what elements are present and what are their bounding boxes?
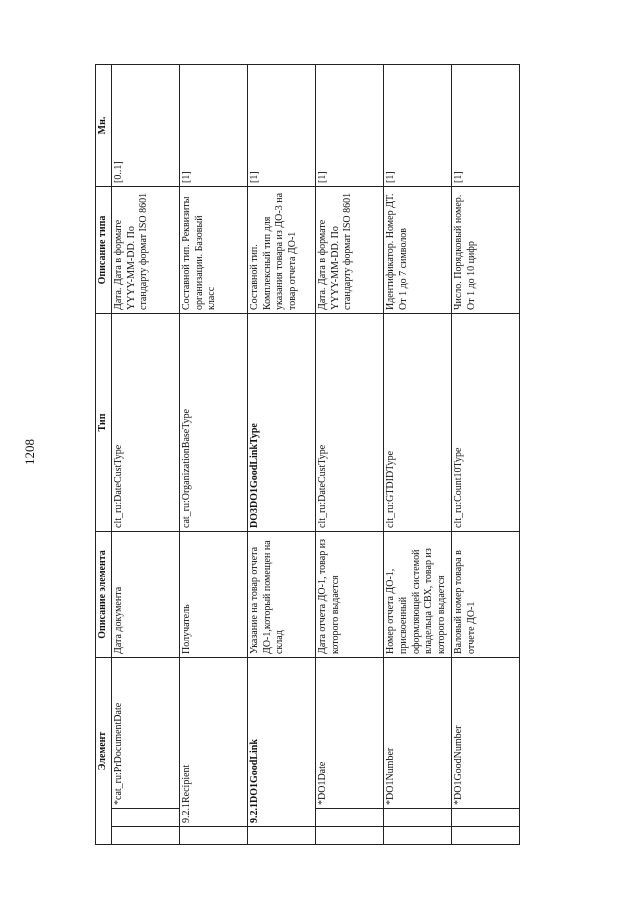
row-indent <box>179 827 247 845</box>
row-element-name: Recipient <box>180 764 192 803</box>
row-marker: * <box>112 800 124 805</box>
row-type: clt_ru:DateCustType <box>315 314 383 532</box>
row-element-desc: Указание на товар отчета ДО-1,который помещен на склад <box>247 532 315 658</box>
row-indent <box>111 809 179 827</box>
row-element <box>451 658 519 809</box>
row-element-desc: Дата отчета ДО-1, товар из которого выдается <box>315 532 383 658</box>
row-mult: [1] <box>451 65 519 187</box>
row-element <box>383 658 451 809</box>
row-element <box>315 658 383 809</box>
row-type-desc: Число. Порядковый номер. От 1 до 10 цифр <box>451 187 519 314</box>
row-indent <box>111 827 179 845</box>
row-mult: [1] <box>315 65 383 187</box>
header-element: Элемент <box>96 658 112 845</box>
table-row <box>383 65 451 845</box>
row-element-name: DO1Date <box>316 761 328 800</box>
header-element-desc: Описание элемента <box>96 532 112 658</box>
row-level: 9.2.1 <box>180 803 192 823</box>
row-element <box>111 658 179 809</box>
row-type: clt_ru:GTDIDType <box>383 314 451 532</box>
row-indent <box>383 827 451 845</box>
table-row <box>111 65 179 845</box>
row-type: clt_ru:DateCustType <box>111 314 179 532</box>
header-mult: Мн. <box>96 65 112 187</box>
row-type-desc: Дата. Дата в формате YYYY-MM-DD. По стандарту формат ISO 8601 <box>315 187 383 314</box>
page-number: 1208 <box>22 439 37 465</box>
row-mult: [0..1] <box>111 65 179 187</box>
row-mult: [1] <box>383 65 451 187</box>
row-element <box>179 658 247 827</box>
row-mult: [1] <box>179 65 247 187</box>
row-indent <box>383 809 451 827</box>
row-type-desc: Составной тип. Комплексный тип для указания товара из ДО-3 на товар отчета ДО-1 <box>247 187 315 314</box>
row-element-desc: Номер отчета ДО-1, присвоенный оформляющей системой владельца СВХ, товар из которого выдается <box>383 532 451 658</box>
row-indent <box>451 809 519 827</box>
row-marker: * <box>452 800 464 805</box>
header-type-desc: Описание типа <box>96 187 112 314</box>
row-element-desc: Дата документа <box>111 532 179 658</box>
row-element-name: DO1GoodNumber <box>452 725 464 800</box>
row-mult: [1] <box>247 65 315 187</box>
row-indent <box>247 827 315 845</box>
row-type-desc: Идентификатор. Номер ДТ. От 1 до 7 символов <box>383 187 451 314</box>
table-row <box>179 65 247 845</box>
header-type: Тип <box>96 314 112 532</box>
row-type-desc: Дата. Дата в формате YYYY-MM-DD. По стандарту формат ISO 8601 <box>111 187 179 314</box>
table-header-row <box>96 65 112 845</box>
row-element-name: DO1GoodLink <box>248 739 260 803</box>
table-row <box>247 65 315 845</box>
table-row <box>451 65 519 845</box>
row-element-name: cat_ru:PrDocumentDate <box>112 702 124 800</box>
row-element-desc: Валовый номер товара в отчете ДО-1 <box>451 532 519 658</box>
spec-table <box>95 64 520 845</box>
row-type-desc: Составной тип. Реквизиты организации. Базовый класс <box>179 187 247 314</box>
row-element-desc: Получатель <box>179 532 247 658</box>
row-element <box>247 658 315 827</box>
row-type: DO3DO1GoodLinkType <box>247 314 315 532</box>
row-element-name: DO1Number <box>384 747 396 800</box>
row-indent <box>315 827 383 845</box>
row-type: cat_ru:OrganizationBaseType <box>179 314 247 532</box>
rotated-table-wrapper <box>95 65 520 845</box>
row-indent <box>451 827 519 845</box>
row-marker: * <box>316 800 328 805</box>
row-level: 9.2.1 <box>248 803 260 823</box>
row-marker: * <box>384 800 396 805</box>
table-row <box>315 65 383 845</box>
row-type: clt_ru:Count10Type <box>451 314 519 532</box>
row-indent <box>315 809 383 827</box>
